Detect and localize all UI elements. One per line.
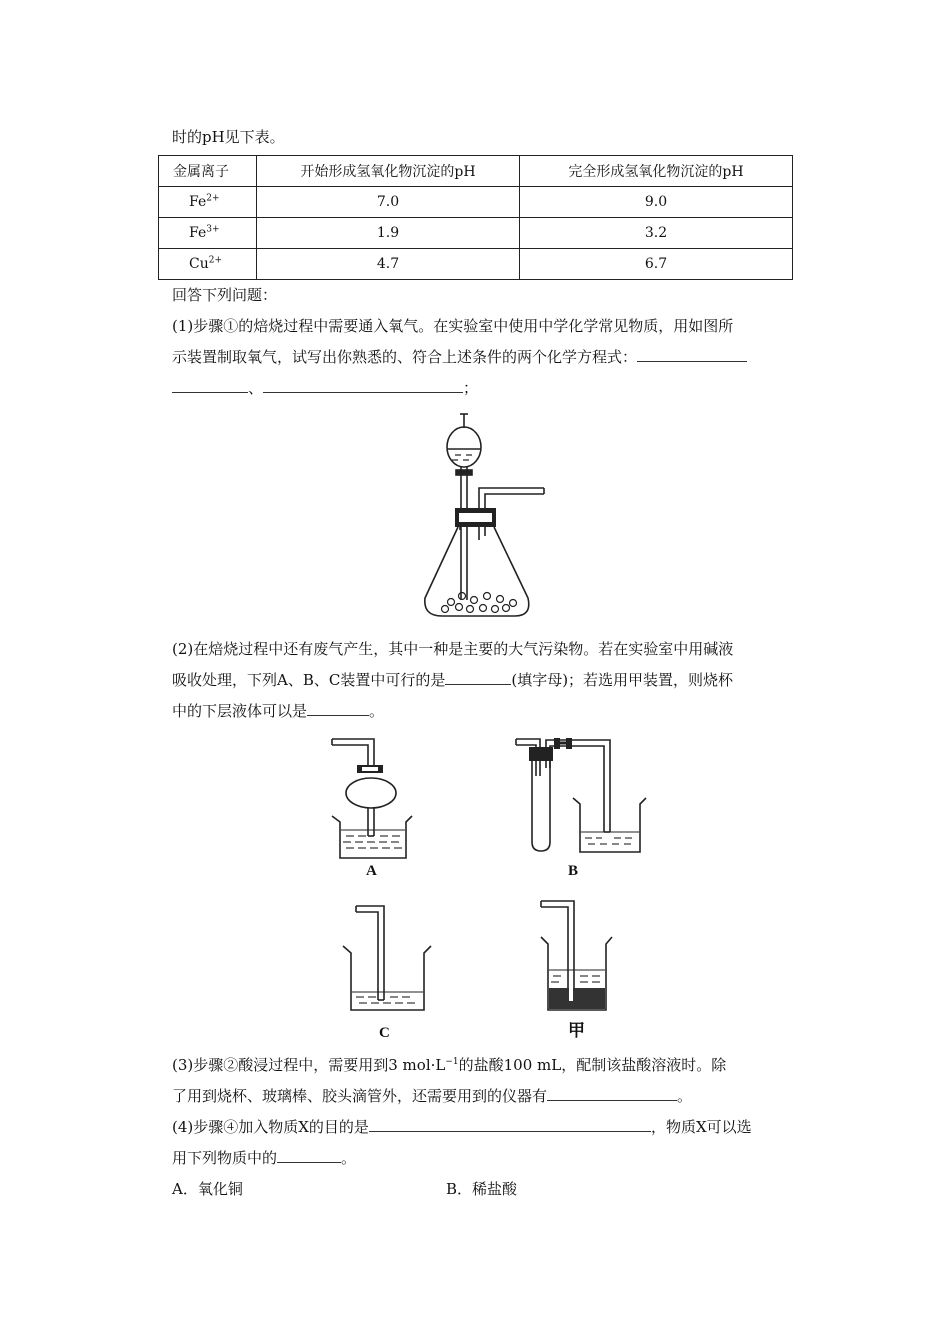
label-b: B — [568, 863, 579, 879]
intro-text: 时的pH见下表。 — [172, 128, 285, 146]
answer-blank[interactable] — [547, 1086, 677, 1101]
start-ph-cell: 4.7 — [257, 249, 520, 280]
table-header-row — [159, 156, 793, 187]
ion-charge: 2+ — [208, 255, 223, 266]
start-ph-cell: 7.0 — [257, 187, 520, 218]
answer-blank[interactable] — [172, 378, 248, 393]
header-start-ph: 开始形成氢氧化物沉淀的pH — [257, 156, 520, 187]
q4-line2: 用下列物质中的 。 — [172, 1149, 357, 1167]
ion-charge: 3+ — [206, 224, 220, 235]
answer-blank[interactable] — [369, 1117, 651, 1132]
q1-line2: 示装置制取氧气，试写出你熟悉的、符合上述条件的两个化学方程式： — [172, 346, 747, 368]
answer-blank[interactable] — [445, 670, 511, 685]
ion-symbol: Fe — [189, 194, 207, 210]
ph-table — [158, 155, 793, 280]
start-ph-cell: 1.9 — [257, 218, 520, 249]
ion-symbol: Cu — [189, 256, 209, 272]
table-row — [159, 187, 793, 218]
label-a: A — [366, 863, 377, 879]
q1-line3: 、 ； — [172, 377, 478, 399]
ion-symbol: Fe — [189, 225, 207, 241]
header-end-ph: 完全形成氢氧化物沉淀的pH — [520, 156, 793, 187]
end-ph-cell: 3.2 — [520, 218, 793, 249]
q2-line1: (2)在焙烧过程中还有废气产生，其中一种是主要的大气污染物。若在实验室中用碱液 — [172, 640, 734, 658]
q1-line1: (1)步骤①的焙烧过程中需要通入氧气。在实验室中使用中学化学常见物质，用如图所 — [172, 317, 734, 335]
end-ph-cell: 6.7 — [520, 249, 793, 280]
q2-line2: 吸收处理，下列A、B、C装置中可行的是 (填字母)；若选用甲装置，则烧杯 — [172, 671, 734, 689]
q2-line3: 中的下层液体可以是 。 — [172, 702, 385, 720]
q3-line2: 了用到烧杯、玻璃棒、胶头滴管外，还需要用到的仪器有 。 — [172, 1087, 693, 1105]
q4-line1: (4)步骤④加入物质X的目的是 ，物质X可以选 — [172, 1118, 752, 1136]
answer-blank[interactable] — [263, 378, 463, 393]
end-ph-cell: 9.0 — [520, 187, 793, 218]
option-b[interactable]: B．稀盐酸 — [446, 1180, 518, 1198]
table-row — [159, 218, 793, 249]
option-a[interactable]: A．氧化铜 — [172, 1180, 243, 1198]
answer-blank[interactable] — [637, 347, 747, 362]
ion-charge: 2+ — [206, 193, 220, 204]
label-jia: 甲 — [568, 1021, 585, 1040]
label-c: C — [379, 1025, 390, 1041]
answer-prompt: 回答下列问题： — [172, 286, 278, 304]
q3-line1: (3)步骤②酸浸过程中，需要用到3 $mol\cdot L^{-1}$的盐酸100 mL，配制该盐酸溶液时。除 — [172, 1056, 727, 1074]
answer-blank[interactable] — [277, 1148, 341, 1163]
answer-blank[interactable] — [307, 701, 369, 716]
table-row — [159, 249, 793, 280]
header-ion: 金属离子 — [159, 156, 257, 187]
